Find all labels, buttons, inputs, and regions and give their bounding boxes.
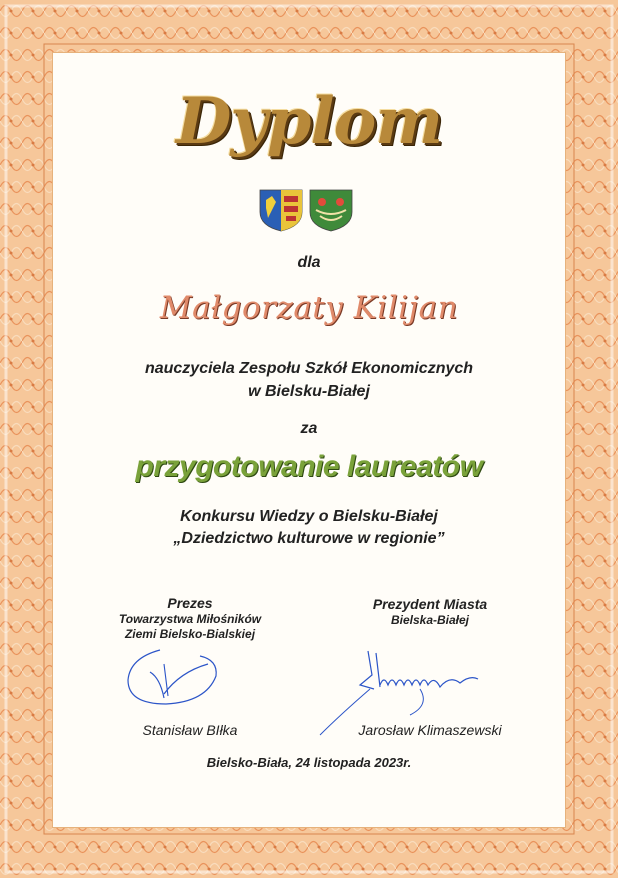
achievement-text: przygotowanie laureatów <box>135 450 483 483</box>
coats-of-arms <box>256 188 356 232</box>
left-signatory-name: Stanisław BIłka <box>142 722 238 738</box>
coat-of-arms-bielsko-biala-icon <box>310 190 352 231</box>
contest-subtitle: „Dziedzictwo kulturowe w regionie” <box>173 530 445 547</box>
right-signatory-name: Jarosław Klimaszewski <box>358 722 502 738</box>
contest-name: Konkursu Wiedzy o Bielsku-Białej <box>180 508 438 525</box>
recipient-name: Małgorzaty Kilijan <box>159 290 459 326</box>
right-signatory-org-line-1: Bielska-Białej <box>390 613 470 627</box>
reason-label: za <box>300 420 318 437</box>
left-signature-icon <box>120 642 230 712</box>
recipient-role-line-2: w Bielsku-Białej <box>248 383 370 400</box>
coat-of-arms-silesia-icon <box>260 190 302 231</box>
for-label: dla <box>297 254 321 271</box>
left-signatory-org-line-2: Ziemi Bielsko-Bialskiej <box>124 627 256 641</box>
right-signatory-title: Prezydent Miasta <box>372 596 488 612</box>
recipient-role-line-1: nauczyciela Zespołu Szkół Ekonomicznych <box>144 360 474 377</box>
place-and-date: Bielsko-Biała, 24 listopada 2023r. <box>206 755 412 770</box>
left-signatory-org-line-1: Towarzystwa Miłośników <box>118 612 262 626</box>
left-signatory-title: Prezes <box>167 595 213 611</box>
diploma-title: Dyplom <box>175 84 443 159</box>
